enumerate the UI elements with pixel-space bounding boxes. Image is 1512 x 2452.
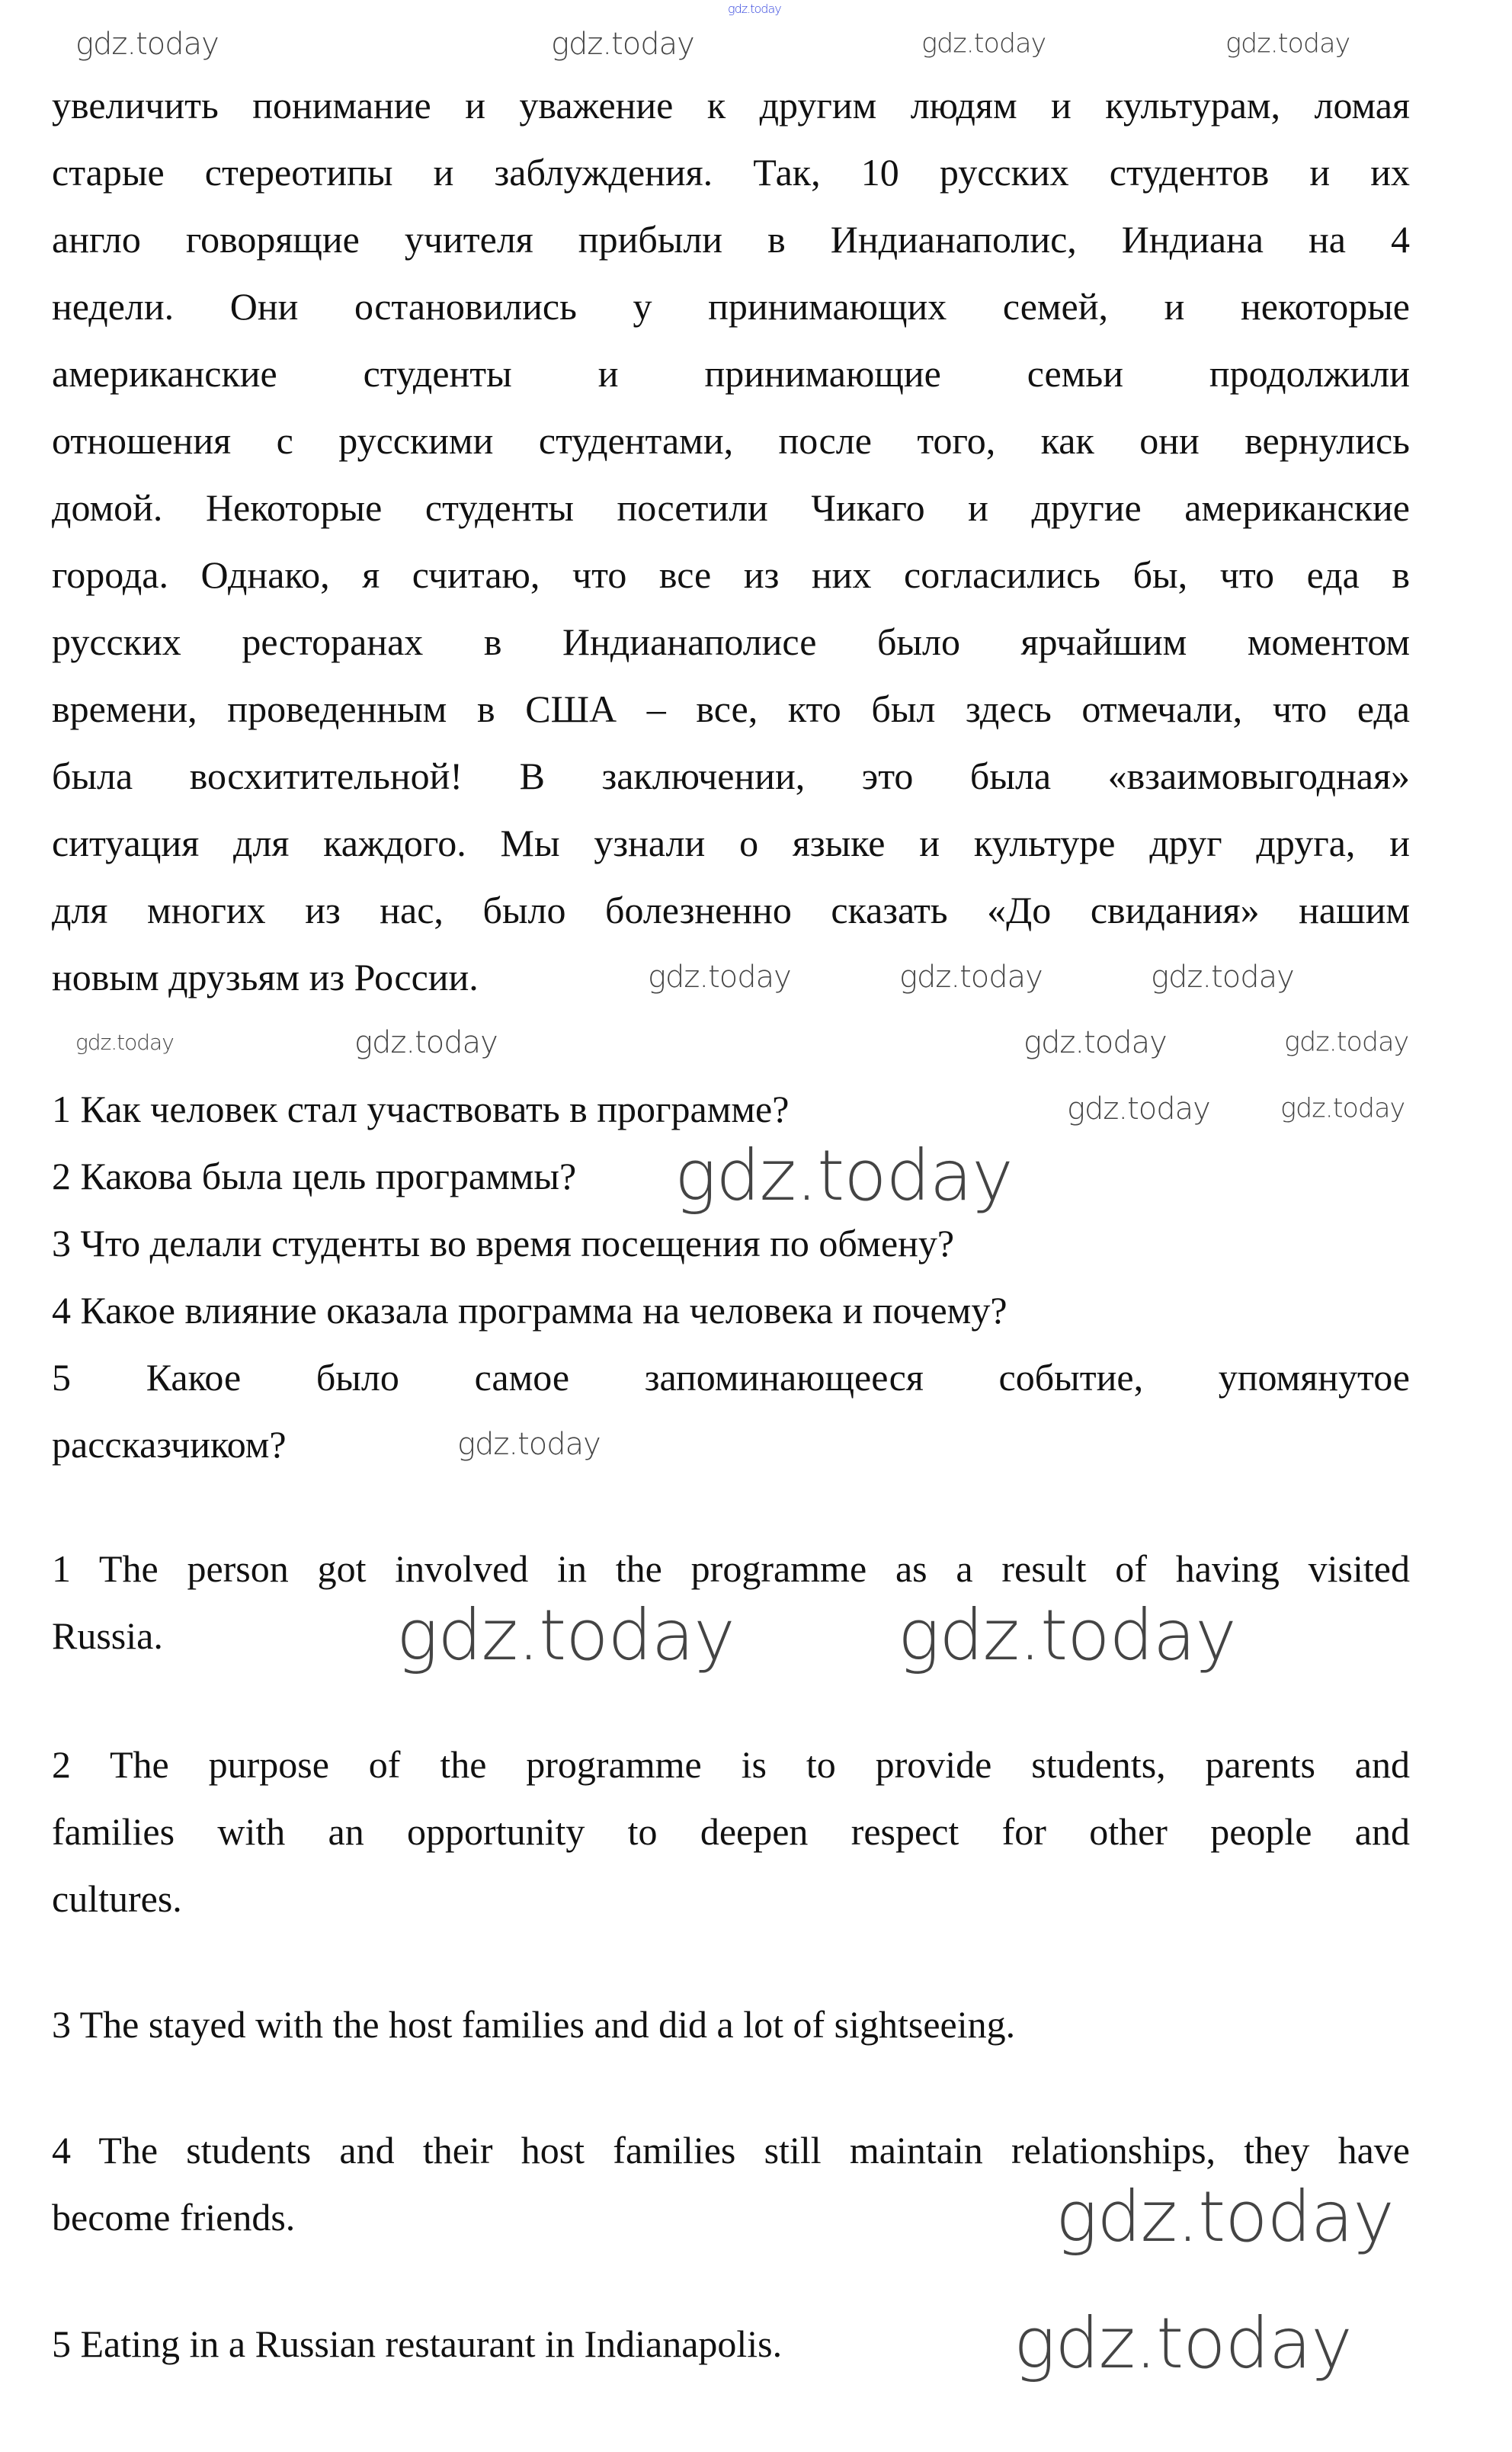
watermark: gdz.today: [674, 1135, 1013, 1216]
watermark: gdz.today: [1284, 1027, 1409, 1058]
answer-line: 4 The students and their host families still maintain relationships, they have: [52, 2129, 1410, 2172]
answer-3: [52, 1991, 1410, 2058]
watermark: gdz.today: [921, 28, 1046, 59]
question-item: 4 Какое влияние оказала программа на человека и почему?: [52, 1289, 1007, 1332]
answer-line: 1 The person got involved in the programme as a result of having visited: [52, 1547, 1410, 1590]
watermark: gdz.today: [1280, 1093, 1405, 1124]
question-item-continued: рассказчиком?: [52, 1423, 287, 1466]
answer-line: cultures.: [52, 1877, 182, 1920]
passage-line: времени, проведенным в США – все, кто был здесь отмечали, что еда: [52, 688, 1410, 730]
watermark: gdz.today: [1023, 1025, 1167, 1060]
answer-line: 2 The purpose of the programme is to provide students, parents and: [52, 1743, 1410, 1786]
answer-2: [52, 1731, 1410, 1932]
watermark: gdz.today: [1056, 2176, 1394, 2258]
watermark: gdz.today: [1225, 28, 1350, 59]
watermark: gdz.today: [899, 960, 1043, 995]
watermark: gdz.today: [354, 1025, 498, 1060]
passage-text: [52, 72, 1410, 1011]
passage-line: англо говорящие учителя прибыли в Индианаполис, Индиана на 4: [52, 218, 1410, 261]
watermark: gdz.today: [1067, 1091, 1210, 1127]
answer-line: families with an opportunity to deepen respect for other people and: [52, 1810, 1410, 1853]
watermark: gdz.today: [728, 2, 781, 16]
passage-line: для многих из нас, было болезненно сказать «До свидания» нашим: [52, 889, 1410, 931]
watermark: gdz.today: [898, 1595, 1236, 1676]
watermark: gdz.today: [1151, 960, 1294, 995]
watermark: gdz.today: [648, 960, 791, 995]
watermark: gdz.today: [396, 1595, 735, 1676]
answer-line: 5 Eating in a Russian restaurant in Indianapolis.: [52, 2322, 783, 2365]
passage-line: американские студенты и принимающие семьи продолжили: [52, 352, 1410, 395]
passage-line: ситуация для каждого. Мы узнали о языке и культуре друг друга, и: [52, 822, 1410, 864]
watermark: gdz.today: [1014, 2303, 1352, 2384]
passage-line: отношения с русскими студентами, после того, как они вернулись: [52, 419, 1410, 462]
question-item: 1 Как человек стал участвовать в программе?: [52, 1088, 790, 1130]
passage-line: домой. Некоторые студенты посетили Чикаго и другие американские: [52, 486, 1410, 529]
passage-line: города. Однако, я считаю, что все из них согласились бы, что еда в: [52, 553, 1410, 596]
question-item: 2 Какова была цель программы?: [52, 1155, 577, 1197]
answer-line: Russia.: [52, 1614, 163, 1657]
watermark: gdz.today: [551, 27, 694, 62]
watermark: gdz.today: [457, 1427, 601, 1462]
answer-line: 3 The stayed with the host families and did a lot of sightseeing.: [52, 2003, 1016, 2046]
passage-line: была восхитительной! В заключении, это была «взаимовыгодная»: [52, 755, 1410, 797]
answer-line: become friends.: [52, 2196, 296, 2239]
passage-line: увеличить понимание и уважение к другим людям и культурам, ломая: [52, 84, 1410, 127]
passage-line: недели. Они остановились у принимающих семей, и некоторые: [52, 285, 1410, 328]
question-item: 3 Что делали студенты во время посещения по обмену?: [52, 1222, 955, 1264]
passage-line: новым друзьям из России.: [52, 956, 479, 998]
passage-line: русских ресторанах в Индианаполисе было ярчайшим моментом: [52, 620, 1410, 663]
passage-line: старые стереотипы и заблуждения. Так, 10 русских студентов и их: [52, 151, 1410, 194]
question-item: 5 Какое было самое запоминающееся событие, упомянутое: [52, 1356, 1410, 1399]
watermark: gdz.today: [75, 1030, 174, 1055]
watermark: gdz.today: [75, 27, 219, 62]
